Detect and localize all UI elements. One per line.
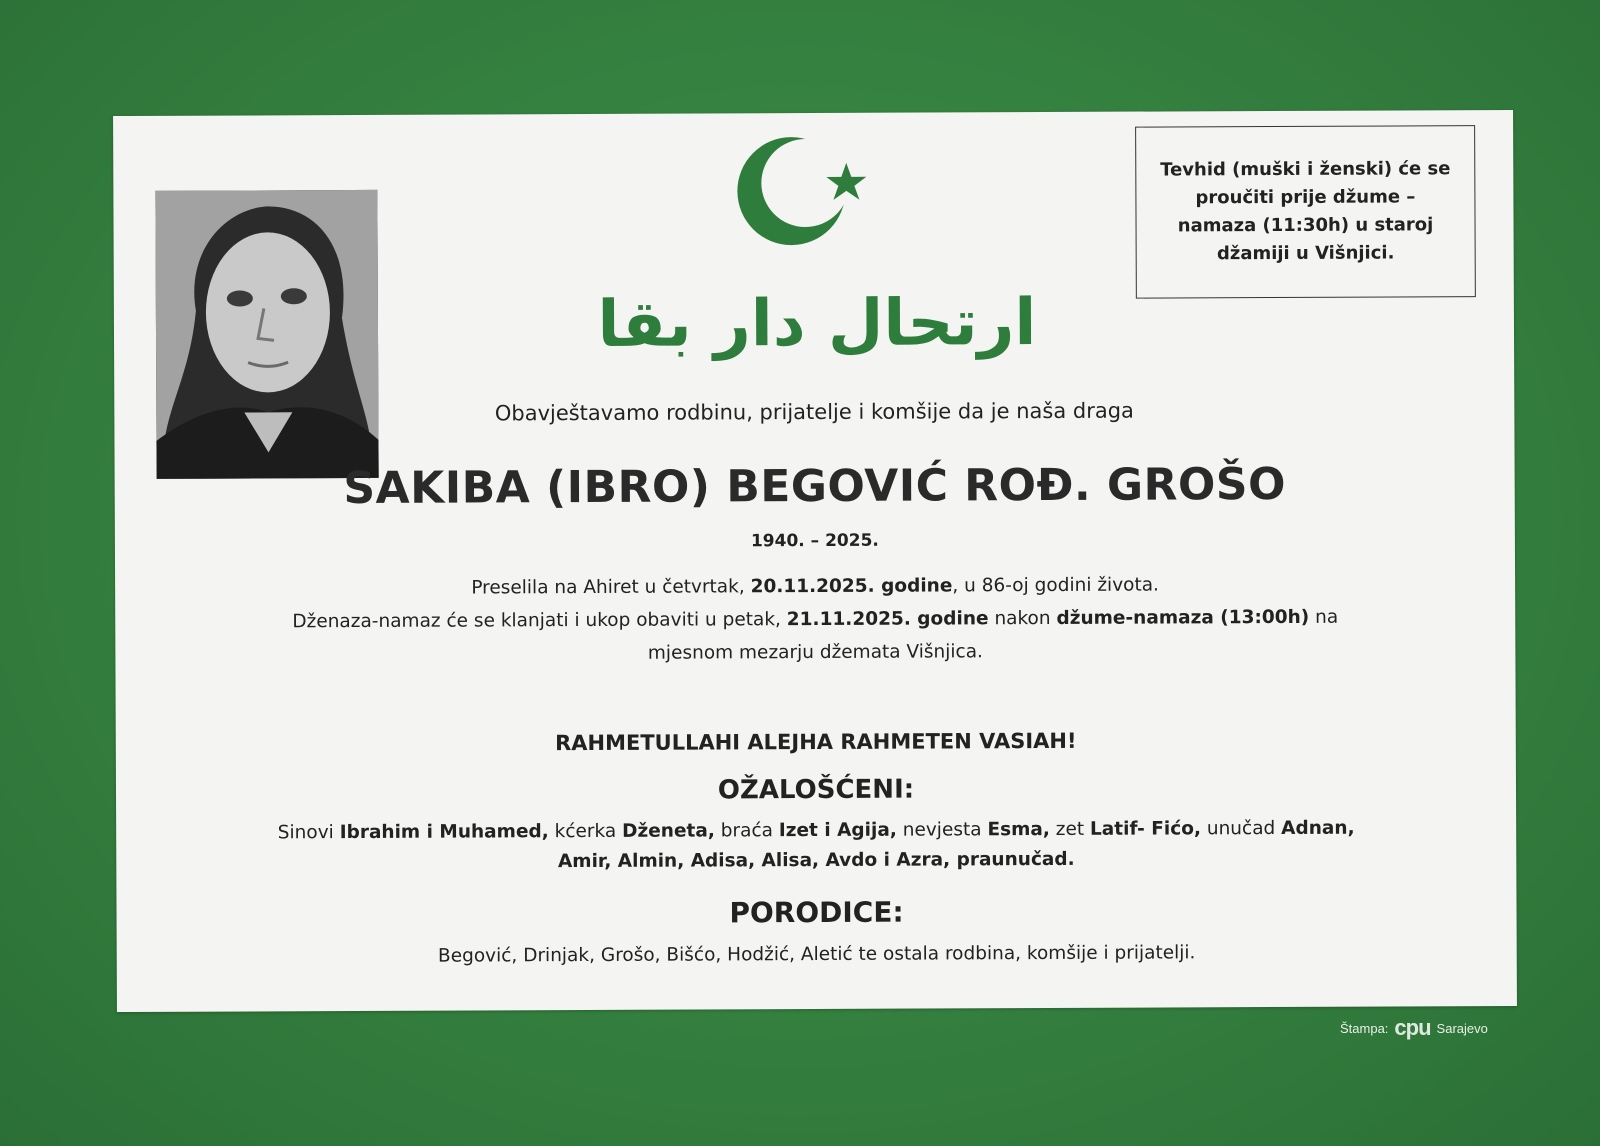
text-segment: Preselila na Ahiret u četvrtak, — [471, 576, 751, 599]
deceased-photo — [155, 190, 378, 479]
deceased-name: SAKIBA (IBRO) BEGOVIĆ ROĐ. GROŠO — [343, 458, 1287, 515]
text-segment: zet — [1049, 818, 1091, 840]
mourners-heading: OŽALOŠĆENI: — [717, 774, 915, 806]
printer-logo: cpu — [1394, 1015, 1431, 1040]
text-segment: nevjesta — [896, 819, 988, 841]
tevhid-info-text: Tevhid (muški i ženski) će se proučiti prije džume – namaza (11:30h) u staroj džamiji u Višnjici. — [1160, 158, 1451, 265]
families-heading: PORODICE: — [729, 895, 904, 930]
tevhid-info-box — [1135, 125, 1476, 298]
mourners-line-2 — [116, 843, 1516, 879]
mourners-line-1 — [116, 813, 1516, 849]
funeral-date-line — [115, 600, 1515, 639]
printer-credit — [1340, 1014, 1488, 1042]
mourner-names: Ibrahim i Muhamed, — [339, 821, 549, 844]
mourners-list — [116, 813, 1516, 879]
prayer-time: džume-namaza (13:00h) — [1056, 606, 1310, 629]
funeral-details — [115, 567, 1515, 672]
crescent-star-icon — [597, 134, 1037, 375]
portrait-image — [155, 190, 378, 479]
printer-label: Štampa: — [1340, 1020, 1389, 1036]
families-list: Begović, Drinjak, Grošo, Bišćo, Hodžić, Aletić te ostala rodbina, komšije i prijatelji. — [437, 942, 1196, 967]
intro-text: Obavještavamo rodbinu, prijatelje i komšije da je naša draga — [494, 398, 1134, 426]
mourner-names: Esma, — [987, 818, 1050, 841]
funeral-date: 21.11.2025. godine — [786, 608, 989, 631]
mourner-names: Amir, Almin, Adisa, Alisa, Avdo i Azra, praunučad. — [557, 848, 1075, 873]
text-segment: kćerka — [548, 820, 623, 843]
burial-place-line: mjesnom mezarju džemata Višnjica. — [647, 641, 983, 664]
crescent-star-emblem — [597, 134, 1037, 375]
text-segment: braća — [714, 820, 779, 842]
life-years: 1940. – 2025. — [750, 530, 879, 552]
text-segment: unučad — [1200, 817, 1282, 840]
mourner-names: Izet i Agija, — [778, 819, 897, 842]
text-segment: , u 86-oj godini života. — [952, 574, 1159, 597]
text-segment: Sinovi — [277, 822, 340, 844]
prayer-phrase: RAHMETULLAHI ALEJHA RAHMETEN VASIAH! — [554, 728, 1077, 756]
mourner-names: Latif- Fićo, — [1089, 818, 1201, 840]
mourner-names: Adnan, — [1281, 817, 1355, 839]
text-segment: na — [1309, 606, 1339, 628]
text-segment: Dženaza-namaz će se klanjati i ukop obaviti u petak, — [292, 609, 787, 633]
death-date: 20.11.2025. godine — [750, 575, 953, 598]
printer-city: Sarajevo — [1436, 1020, 1488, 1036]
text-segment: nakon — [988, 607, 1057, 630]
obituary-notice — [113, 110, 1517, 1012]
mourner-names: Dženeta, — [622, 820, 715, 842]
arabic-calligraphy: ارتحال دار بقا — [597, 286, 1037, 362]
